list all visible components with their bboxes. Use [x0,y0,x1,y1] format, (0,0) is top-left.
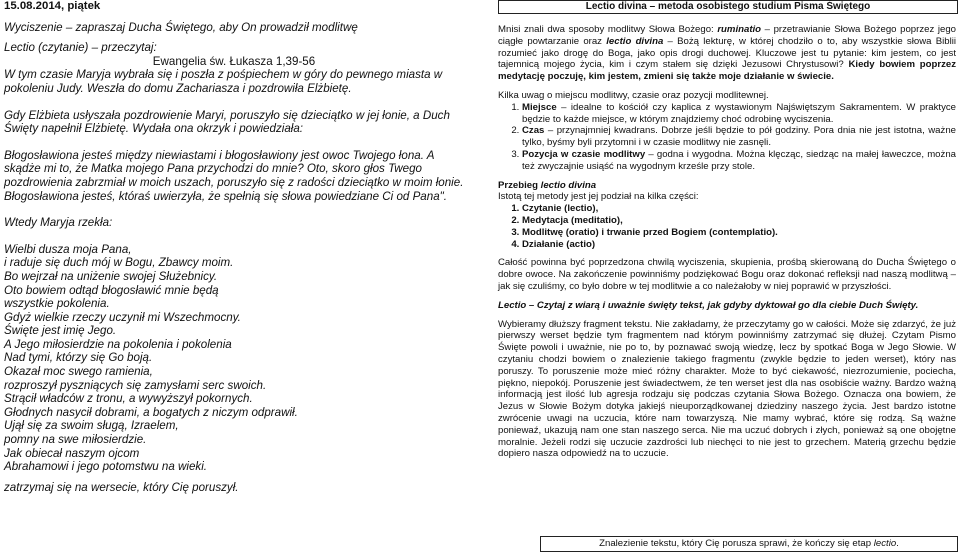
date-line: 15.08.2014, piątek [4,0,101,12]
magnificat-line: Wielbi dusza moja Pana, [4,242,132,256]
footer-box: Znalezienie tekstu, który Cię porusza sprawi, że kończy się etap lectio. [540,536,958,552]
przebieg-heading: Przebieg lectio divina [498,179,597,191]
magnificat-line: i raduje się duch mój w Bogu, Zbawcy moim. [4,256,234,270]
magnificat-line: Gdyż wielkie rzeczy uczynił mi Wszechmocny. [4,310,241,324]
tips-list [498,102,956,173]
magnificat-line: Święte jest imię Jego. [4,324,117,338]
gospel-paragraph-4: Wtedy Maryja rzekła: [4,216,113,230]
parts-list [498,203,956,250]
part-item: 4. Działanie (actio) [522,239,956,251]
gospel-paragraph-2: Gdy Elżbieta usłyszała pozdrowienie Maryi, poruszyło się dzieciątko w jej łonie, a Duch Święty napełnił Elżbietę. Wydała ona okrzyk i powiedziała: [4,108,450,136]
lectio-label: Lectio (czytanie) – przeczytaj: [4,41,157,55]
closing-line: zatrzymaj się na wersecie, który Cię poruszył. [4,480,239,494]
magnificat-line: Strącił władców z tronu, a wywyższył pokornych. [4,392,253,406]
intro-lectio: lectio divina [606,35,664,47]
magnificat-line: Oto bowiem odtąd błogosławić mnie będą [4,283,219,297]
tip-item: 1. Miejsce – idealne to kościół czy kaplica z wystawionym Najświętszym Sakramentem. W praktyce będzie to każde miejsce, w którym znajdziemy choć odrobinę wyciszenia. [522,102,956,126]
magnificat-line: Nad tymi, którzy się Go boją. [4,351,153,365]
gospel-paragraph-3: Błogosławiona jesteś między niewiastami i błogosławiony jest owoc Twojego łona. A skądże mi to, że Matka mojego Pana przychodzi do mnie? Oto, skoro głos Twego pozdrowienia zabrzmiał w moich uszach, poruszyło się z radości dzieciątko w moim łonie. Błogosławiona jesteś, któraś uwierzyła, że spełnią się słowa powiedziane Ci od Pana". [4,148,464,203]
tip-item: 3. Pozycja w czasie modlitwy – godna i wygodna. Można klęcząc, siedząc na małej ławeczce, można też zwyczajnie usiąść na wygodnym krześle przy stole. [522,149,956,173]
caloscia-paragraph: Całość powinna być poprzedzona chwilą wyciszenia, skupienia, prośbą skierowaną do Ducha Świętego o dobre owoce. Na zakończenie powinniśmy podziękować Bogu oraz dokonać refleksji nad naszą modlitwą – jak się czuliśmy, co było dobre w tej modlitwie a co należałoby w niej poprawić w przyszłości. [498,257,956,292]
magnificat [4,243,464,474]
intro-bold: Kiedy bowiem poprzez medytację poczuję, kim jestem, zmieni się także moje działanie w świecie. [498,59,957,83]
magnificat-line: rozproszył pyszniących się zamysłami serc swoich. [4,378,267,392]
part-item: 3. Modlitwę (oratio) i trwanie przed Bogiem (contemplatio). [522,227,956,239]
tip-item: 2. Czas – przynajmniej kwadrans. Dobrze jeśli będzie to pół godziny. Pora dnia nie jest istotna, ważne tylko, byśmy byli przytomni i w czasie modlitwy nie zasnęli. [522,125,956,149]
final-paragraph: Wybieramy dłuższy fragment tekstu. Nie zakładamy, że przeczytamy go w całości. Może się zdarzyć, że już pierwszy werset będzie tym fragmentem nad którym powinniśmy zatrzymać się dłużej. Czytam Pismo Święte powoli i uważnie, nie po to, by poznawać swoją wiedzę, lecz by spotkać Boga w Jego Słowie. W czytaniu chodzi bowiem o znalezienie takiego fragmentu (zwykle będzie to jeden werset), który nas poruszy. To poruszenie może mieć różny charakter. Może to być ciekawość, niezrozumienie, pociecha, piękno, niepokój. Poruszenie jest świadectwem, że ten werset jest dla nas osobiście ważny. Bardzo ważną informacją jest ilość lub agresja rodzaju się podczas czytania Słowa Bożego. Oznacza ona bowiem, że Jezus w Słowie Bożym dotyka jakiejś nieuporządkowanej dziedziny naszego życia. Jest bardzo istotne zwrócenie uwagi na uczucia, które nam towarzyszą. Nie mamy wybrać, które się rodzą. Są ważne poniewaź, ukazują nam one stan naszego serca. Nie ma uczuć dobrych i złych, ponieważ są one obojętne moralnie. Jeżeli rodzi się uczucie zazdrości lub niechęci to nie jest to grzechem. Materią grzechu będzie dopiero nasza odpowiedź na to uczucie. [498,318,956,460]
intro-text-a: Mnisi znali dwa sposoby modlitwy Słowa Bożego: [498,24,718,35]
magnificat-line: Abrahamowi i jego potomstwu na wieki. [4,460,207,474]
wyciszenie-line: Wyciszenie – zapraszaj Ducha Świętego, aby On prowadził modlitwę [4,20,358,34]
magnificat-line: Ujął się za swoim sługą, Izraelem, [4,419,179,433]
part-item: 2. Medytacja (meditatio), [522,215,956,227]
lectio-heading: Lectio – Czytaj z wiarą i uważnie święty tekst, jak gdyby dyktował go dla ciebie Duch Święty. [498,299,919,311]
gospel-paragraph-1: W tym czasie Maryja wybrała się i poszła z pośpiechem w góry do pewnego miasta w pokoleniu Judy. Weszła do domu Zachariasza i pozdrowiła Elżbietę. [4,68,443,95]
magnificat-line: Głodnych nasycił dobrami, a bogatych z niczym odprawił. [4,405,298,419]
method-header: Lectio divina – metoda osobistego studium Pisma Świętego [498,0,958,14]
intro-text-b: – przetrawianie Słowa Bożego poprzez jego ciągłe powtarzanie oraz [498,24,956,47]
part-item: 1. Czytanie (lectio), [522,203,956,215]
intro-ruminatio: ruminatio [717,24,762,35]
magnificat-line: pomny na swe miłosierdzie. [4,433,147,447]
right-column [498,0,956,460]
magnificat-line: Bo wejrzał na uniżenie swojej Służebnicy. [4,269,218,283]
parts-intro: Istotą tej metody jest jej podział na kilka części: [498,191,699,203]
intro-text-c: – Bożą lekturę, w której chodziło o to, aby wszystkie słowa Biblii rozumieć jako drogę do Boga, jako opis drogi duchowej. Kluczowe jest tu pytanie: kim jestem, co jest tajemnicą mojego życia, kim i czym stałem się dzięki Jezusowi Chrystusowi? [498,35,956,71]
magnificat-line: Jak obiecał naszym ojcom [4,446,140,460]
magnificat-line: Okazał moc swego ramienia, [4,365,153,379]
magnificat-line: A Jego miłosierdzie na pokolenia i pokolenia [4,337,232,351]
intro-paragraph [498,24,956,83]
magnificat-line: wszystkie pokolenia. [4,297,110,311]
gospel-reference: Ewangelia św. Łukasza 1,39-56 [152,54,316,68]
tips-intro: Kilka uwag o miejscu modlitwy, czasie oraz pozycji modlitewnej. [498,89,769,101]
left-column [4,0,464,494]
